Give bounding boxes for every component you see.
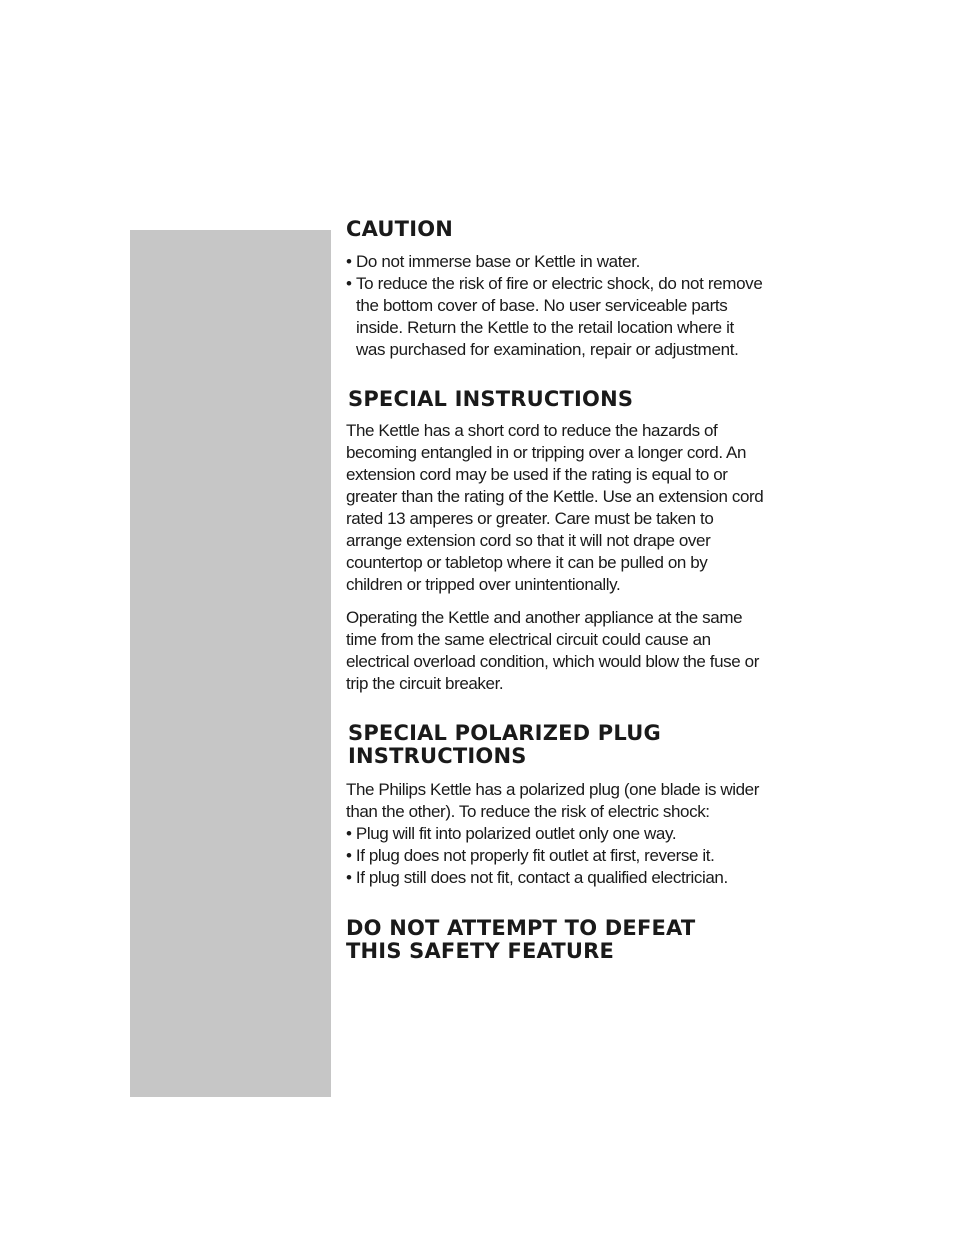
polarized-plug-list bbox=[346, 823, 766, 889]
caution-heading: CAUTION bbox=[346, 217, 454, 241]
caution-item: • To reduce the risk of fire or electric shock, do not remove the bottom cover of base. No user serviceable parts inside. Return the Kettle to the retail location where it was purchased for examination, repair or adjustment. bbox=[346, 274, 763, 359]
plug-item: • Plug will fit into polarized outlet only one way. bbox=[346, 824, 677, 843]
bullet-icon: • bbox=[346, 252, 352, 271]
sidebar-panel bbox=[130, 230, 331, 1097]
plug-item: • If plug still does not fit, contact a qualified electrician. bbox=[346, 868, 728, 887]
overload-paragraph: Operating the Kettle and another appliance at the same time from the same electrical circuit could cause an electrical overload condition, which would blow the fuse or trip the circuit breaker. bbox=[346, 608, 759, 693]
caution-list bbox=[346, 251, 766, 361]
polarized-plug-heading: SPECIAL POLARIZED PLUG INSTRUCTIONS bbox=[348, 721, 661, 768]
manual-content bbox=[346, 214, 766, 963]
bullet-icon: • bbox=[346, 274, 352, 293]
plug-item: • If plug does not properly fit outlet at first, reverse it. bbox=[346, 846, 715, 865]
special-instructions-heading: SPECIAL INSTRUCTIONS bbox=[348, 387, 634, 411]
caution-item: • Do not immerse base or Kettle in water. bbox=[346, 252, 640, 271]
polarized-plug-intro: The Philips Kettle has a polarized plug (one blade is wider than the other). To reduce the risk of electric shock: bbox=[346, 780, 759, 821]
safety-warning-heading: DO NOT ATTEMPT TO DEFEAT THIS SAFETY FEATURE bbox=[346, 916, 696, 963]
cord-paragraph: The Kettle has a short cord to reduce the hazards of becoming entangled in or tripping over a longer cord. An extension cord may be used if the rating is equal to or greater than the rating of the Kettle. Use an extension cord rated 13 amperes or greater. Care must be taken to arrange extension cord so that it will not drape over countertop or tabletop where it can be pulled on by children or tripped over unintentionally. bbox=[346, 421, 764, 594]
